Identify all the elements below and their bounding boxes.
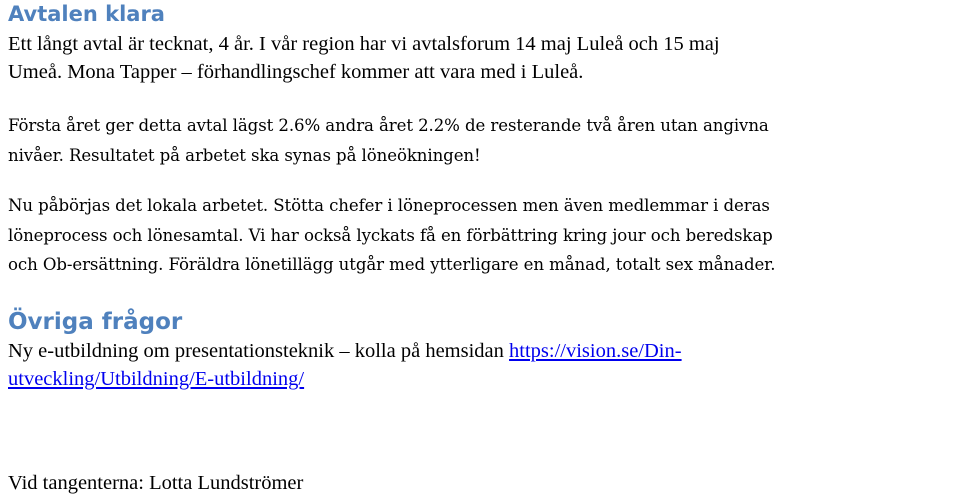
text-line: och Ob-ersättning. Föräldra lönetillägg utgår med ytterligare en månad, totalt sex månader. (8, 255, 776, 274)
text-line: löneprocess och lönesamtal. Vi har också lyckats få en förbättring kring jour och beredskap (8, 225, 773, 245)
text-line: Nu påbörjas det lokala arbetet. Stötta chefer i löneprocessen men även medlemmar i deras (8, 196, 770, 215)
text-line: Ett långt avtal är tecknat, 4 år. I vår region har vi avtalsforum 14 maj Luleå och 15 maj (8, 33, 720, 55)
paragraph-e-learning (8, 337, 682, 393)
text-line: Första året ger detta avtal lägst 2.6% andra året 2.2% de resterande två åren utan angivna (8, 116, 769, 135)
text-line: nivåer. Resultatet på arbetet ska synas på löneökningen! (8, 145, 481, 165)
paragraph-local-work (8, 191, 775, 280)
e-learning-link-part2[interactable]: utveckling/Utbildning/E-utbildning/ (8, 368, 305, 390)
heading-avtalen-klara: Avtalen klara (8, 2, 165, 26)
paragraph-salary-increase (8, 111, 769, 170)
e-learning-text: Ny e-utbildning om presentationsteknik – kolla på hemsidan (8, 340, 510, 362)
paragraph-agreement-intro (8, 30, 720, 86)
heading-ovriga-fragor: Övriga frågor (8, 309, 183, 335)
e-learning-link-part1[interactable]: https://vision.se/Din- (509, 340, 682, 362)
text-line: Umeå. Mona Tapper – förhandlingschef kommer att vara med i Luleå. (8, 61, 584, 83)
signature: Vid tangenterna: Lotta Lundströmer (8, 472, 304, 494)
text-line (8, 337, 682, 365)
text-line (8, 365, 682, 393)
